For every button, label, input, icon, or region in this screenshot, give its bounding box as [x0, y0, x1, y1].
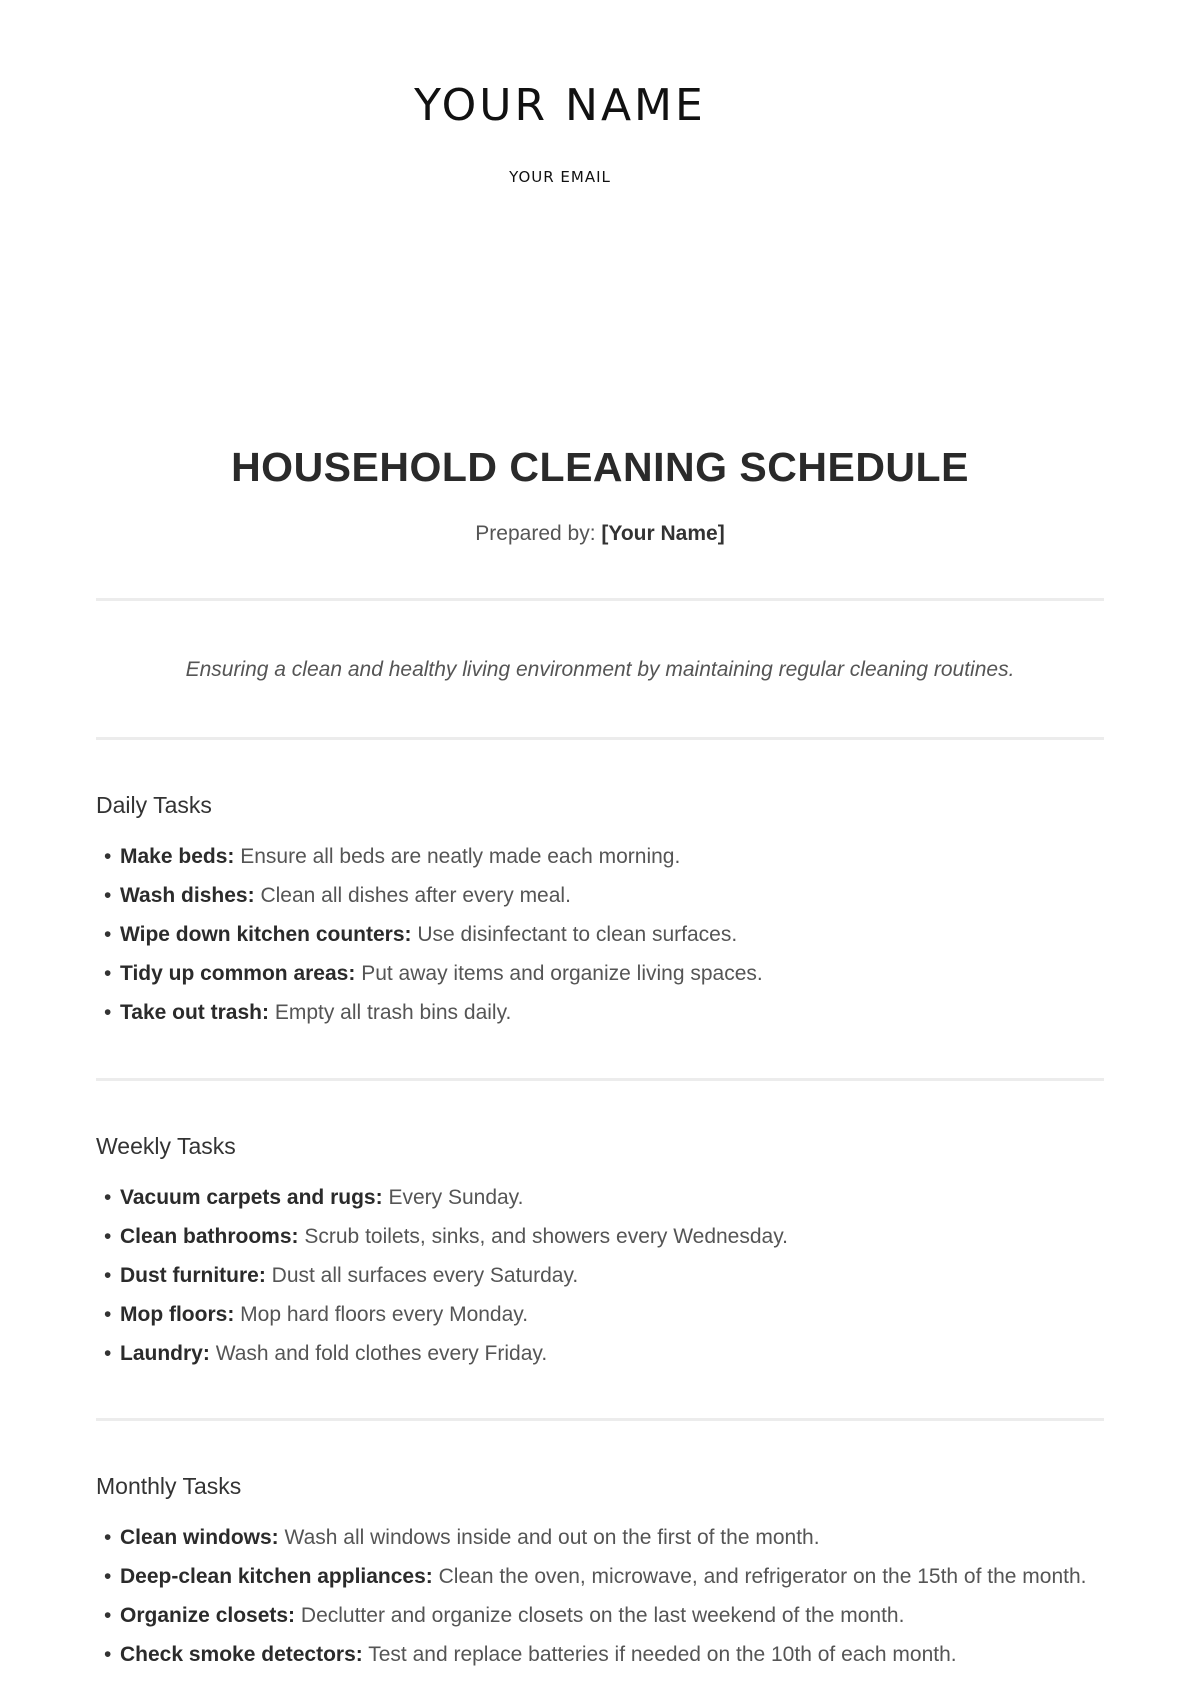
- bullet: •: [104, 1225, 112, 1248]
- header-email: YOUR EMAIL: [509, 168, 611, 186]
- bullet: •: [104, 1643, 112, 1666]
- task-item: [96, 837, 1104, 876]
- bullet: •: [104, 845, 112, 868]
- task-item: [96, 954, 1104, 993]
- task-desc: Mop hard floors every Monday.: [240, 1303, 529, 1326]
- task-desc: Clean the oven, microwave, and refrigerator on the 15th of the month.: [438, 1565, 1087, 1588]
- task-item: [96, 1557, 1104, 1596]
- task-item: [96, 1217, 1104, 1256]
- task-list-monthly: [96, 1518, 1104, 1674]
- task-desc: Use disinfectant to clean surfaces.: [417, 923, 738, 946]
- divider: [96, 1418, 1104, 1421]
- task-name: Laundry:: [120, 1342, 210, 1365]
- task-list-daily: [96, 837, 1104, 1032]
- task-desc: Ensure all beds are neatly made each morning.: [240, 845, 681, 868]
- task-item: [96, 1256, 1104, 1295]
- task-desc: Every Sunday.: [388, 1186, 524, 1209]
- divider: [96, 598, 1104, 601]
- divider: [96, 1078, 1104, 1081]
- task-name: Make beds:: [120, 845, 235, 868]
- task-name: Organize closets:: [120, 1604, 296, 1627]
- task-desc: Dust all surfaces every Saturday.: [271, 1264, 579, 1287]
- bullet: •: [104, 1526, 112, 1549]
- task-item: [96, 1295, 1104, 1334]
- section-heading-monthly: Monthly Tasks: [96, 1473, 242, 1499]
- task-name: Take out trash:: [120, 1001, 269, 1024]
- task-item: [96, 1334, 1104, 1373]
- bullet: •: [104, 1342, 112, 1365]
- task-name: Wash dishes:: [120, 884, 255, 907]
- task-name: Tidy up common areas:: [120, 962, 356, 985]
- bullet: •: [104, 962, 112, 985]
- prepared-label: Prepared by:: [475, 522, 596, 545]
- task-list-weekly: [96, 1178, 1104, 1373]
- task-desc: Scrub toilets, sinks, and showers every Wednesday.: [304, 1225, 788, 1248]
- bullet: •: [104, 1186, 112, 1209]
- task-item: [96, 1635, 1104, 1674]
- task-desc: Declutter and organize closets on the last weekend of the month.: [300, 1604, 905, 1627]
- task-name: Check smoke detectors:: [120, 1643, 363, 1666]
- task-name: Mop floors:: [120, 1303, 235, 1326]
- task-item: [96, 993, 1104, 1032]
- task-desc: Empty all trash bins daily.: [274, 1001, 512, 1024]
- task-item: [96, 1518, 1104, 1557]
- divider: [96, 737, 1104, 740]
- tagline: Ensuring a clean and healthy living environment by maintaining regular cleaning routines.: [185, 658, 1015, 681]
- task-item: [96, 915, 1104, 954]
- task-desc: Clean all dishes after every meal.: [260, 884, 571, 907]
- section-heading-weekly: Weekly Tasks: [96, 1133, 236, 1159]
- task-name: Wipe down kitchen counters:: [120, 923, 412, 946]
- task-item: [96, 1178, 1104, 1217]
- prepared-by: [0, 522, 1200, 546]
- task-name: Vacuum carpets and rugs:: [120, 1186, 383, 1209]
- bullet: •: [104, 923, 112, 946]
- bullet: •: [104, 884, 112, 907]
- task-desc: Test and replace batteries if needed on the 10th of each month.: [368, 1643, 957, 1666]
- task-item: [96, 1596, 1104, 1635]
- bullet: •: [104, 1264, 112, 1287]
- task-item: [96, 876, 1104, 915]
- task-name: Dust furniture:: [120, 1264, 266, 1287]
- section-heading-daily: Daily Tasks: [96, 792, 212, 818]
- bullet: •: [104, 1565, 112, 1588]
- task-name: Deep-clean kitchen appliances:: [120, 1565, 433, 1588]
- document-title: HOUSEHOLD CLEANING SCHEDULE: [231, 444, 969, 490]
- prepared-value: [Your Name]: [601, 522, 725, 545]
- task-desc: Wash all windows inside and out on the first of the month.: [284, 1526, 820, 1549]
- header-name: YOUR NAME: [414, 80, 706, 131]
- bullet: •: [104, 1001, 112, 1024]
- task-name: Clean bathrooms:: [120, 1225, 299, 1248]
- bullet: •: [104, 1604, 112, 1627]
- task-desc: Put away items and organize living spaces.: [361, 962, 763, 985]
- task-desc: Wash and fold clothes every Friday.: [215, 1342, 548, 1365]
- bullet: •: [104, 1303, 112, 1326]
- task-name: Clean windows:: [120, 1526, 279, 1549]
